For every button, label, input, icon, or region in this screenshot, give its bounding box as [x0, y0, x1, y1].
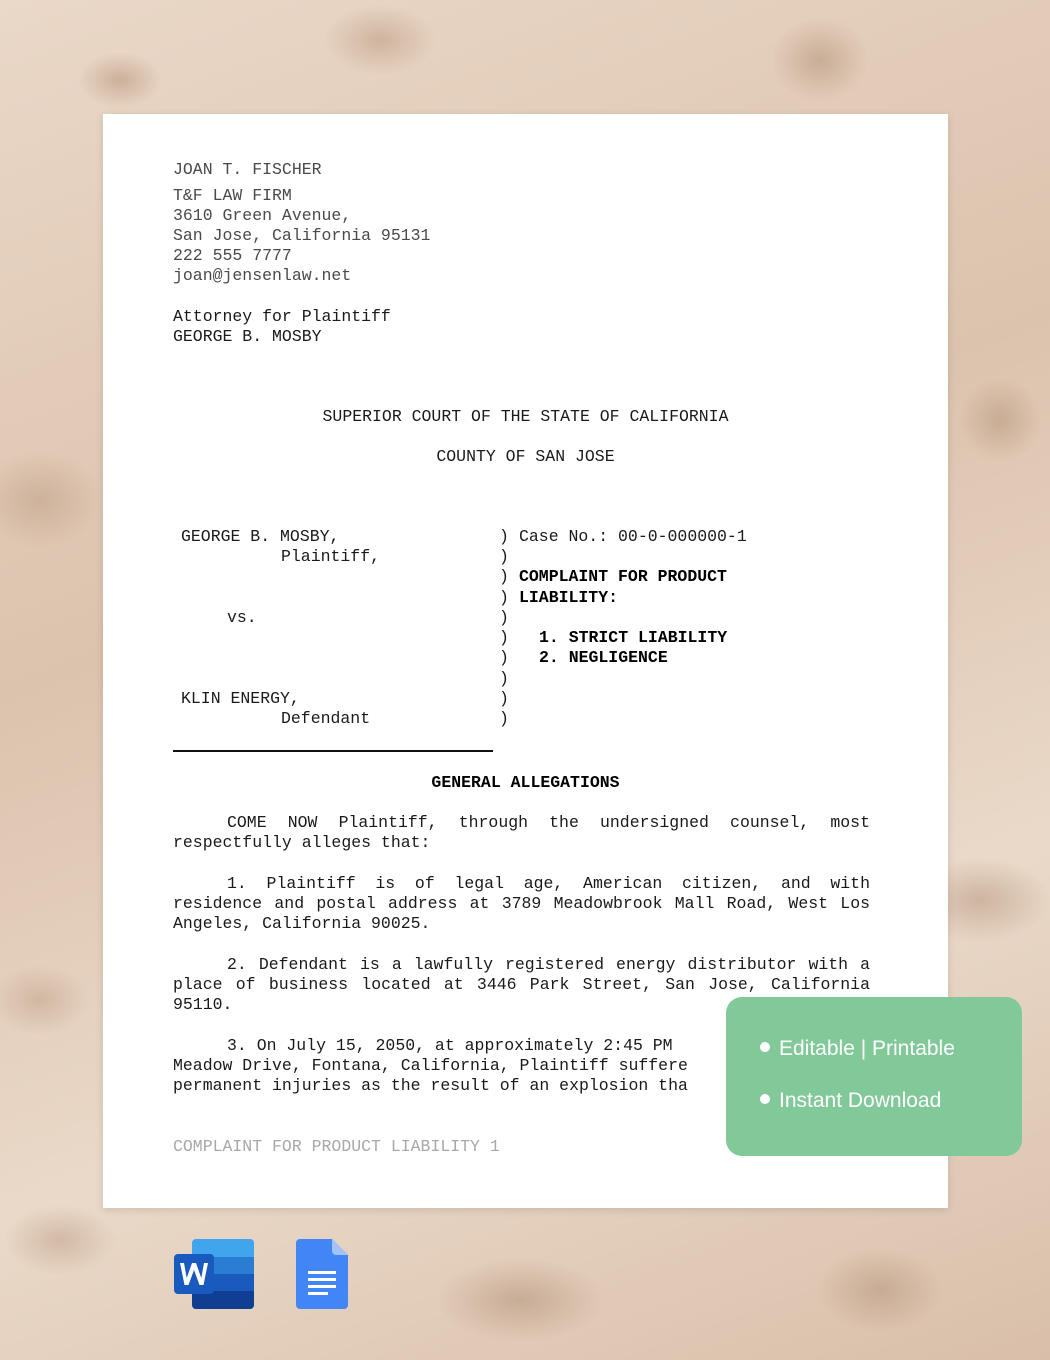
caption-paren: ) [499, 669, 509, 688]
allegation-paragraph-1: 1. Plaintiff is of legal age, American citizen, and with residence and postal address at 3789 Meadowbrook Mall Road, West Los Angeles, California 90025. [173, 874, 870, 933]
defendant-role: Defendant [281, 709, 371, 728]
address-line-2: San Jose, California 95131 [173, 226, 431, 245]
allegation-paragraph-3-line: Meadow Drive, Fontana, California, Plaintiff suffere [173, 1056, 688, 1075]
google-docs-icon[interactable] [296, 1239, 348, 1309]
allegation-paragraph-2: 2. Defendant is a lawfully registered energy distributor with a place of business located at 3446 Park Street, San Jose, California 95110. [173, 955, 870, 1014]
caption-paren: ) [499, 689, 509, 708]
phone-number: 222 555 7777 [173, 246, 292, 265]
caption-paren: ) [499, 709, 509, 728]
email-address: joan@jensenlaw.net [173, 266, 352, 285]
versus-label: vs. [227, 608, 257, 627]
caption-paren: ) [499, 608, 509, 627]
caption-paren: ) [499, 567, 509, 586]
allegation-paragraph-3-line: 3. On July 15, 2050, at approximately 2:45 PM [227, 1036, 673, 1055]
page-footer: COMPLAINT FOR PRODUCT LIABILITY 1 [173, 1137, 500, 1156]
caption-paren: ) [499, 648, 509, 667]
court-county: COUNTY OF SAN JOSE [436, 447, 615, 466]
defendant-name: KLIN ENERGY, [181, 689, 300, 708]
plaintiff-name: GEORGE B. MOSBY, [181, 527, 340, 546]
caption-paren: ) [499, 527, 509, 546]
client-name: GEORGE B. MOSBY [173, 327, 322, 346]
allegation-paragraph-3-line: permanent injuries as the result of an explosion tha [173, 1076, 688, 1095]
feature-editable-printable: Editable | Printable [760, 1037, 955, 1061]
microsoft-word-icon-graphic [174, 1239, 254, 1309]
caption-paren: ) [499, 588, 509, 607]
cause-of-action: 2. NEGLIGENCE [539, 648, 668, 667]
address-line-1: 3610 Green Avenue, [173, 206, 352, 225]
law-firm-name: T&F LAW FIRM [173, 186, 292, 205]
complaint-title-line-1: COMPLAINT FOR PRODUCT [519, 567, 727, 586]
cause-of-action: 1. STRICT LIABILITY [539, 628, 728, 647]
caption-paren: ) [499, 547, 509, 566]
attorney-role: Attorney for Plaintiff [173, 307, 391, 326]
attorney-name: JOAN T. FISCHER [173, 160, 322, 179]
caption-paren: ) [499, 628, 509, 647]
feature-badge [726, 997, 1022, 1156]
case-number: Case No.: 00-0-000000-1 [519, 527, 747, 546]
court-name: SUPERIOR COURT OF THE STATE OF CALIFORNIA [322, 407, 729, 426]
google-docs-icon-graphic [296, 1239, 348, 1309]
section-title: GENERAL ALLEGATIONS [431, 773, 620, 792]
plaintiff-role: Plaintiff, [281, 547, 381, 566]
caption-divider [173, 750, 493, 752]
intro-paragraph: COME NOW Plaintiff, through the undersigned counsel, most respectfully alleges that: [173, 813, 870, 852]
complaint-title-line-2: LIABILITY: [519, 588, 619, 607]
feature-instant-download: Instant Download [760, 1089, 941, 1113]
microsoft-word-icon[interactable] [174, 1239, 254, 1309]
